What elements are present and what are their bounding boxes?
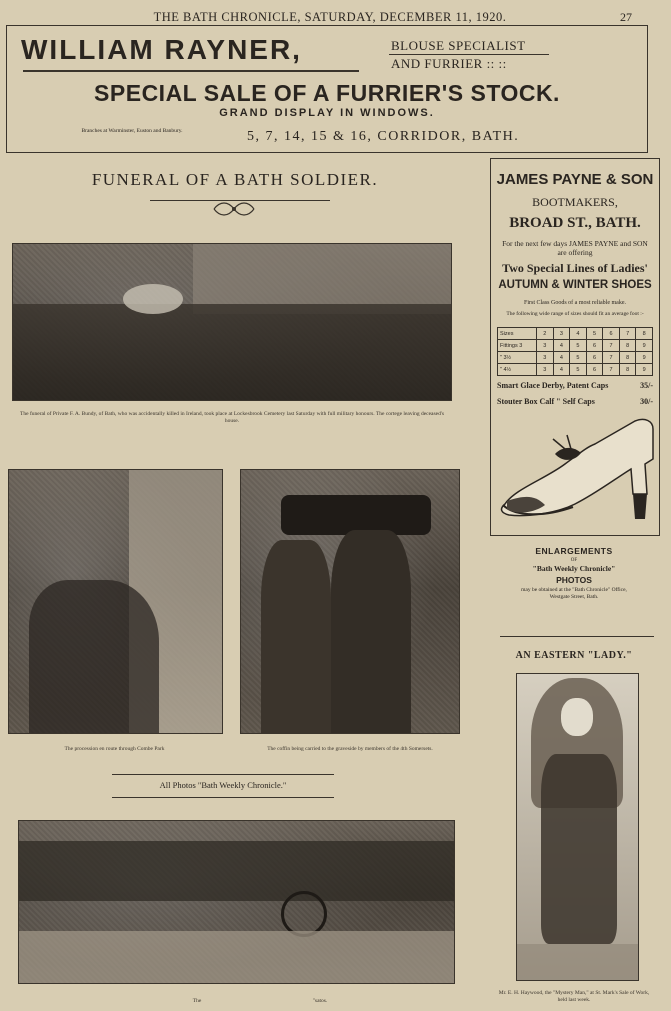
eastern-caption: Mr. E. H. Haywood, the "Mystery Man," at St. Mark's Sale of Work, held last week. — [498, 990, 650, 1003]
funeral-title: FUNERAL OF A BATH SOLDIER. — [91, 170, 379, 189]
rayner-tag-1: BLOUSE SPECIALIST — [391, 38, 526, 53]
table-cell: 7 — [603, 340, 620, 352]
coffin-shape — [281, 495, 431, 535]
enlargements-paper: "Bath Weekly Chronicle" — [532, 564, 616, 573]
table-cell: 5 — [570, 340, 587, 352]
table-cell: 6 — [603, 328, 620, 340]
table-cell: 7 — [603, 364, 620, 376]
procession-photo — [8, 469, 223, 734]
enlargements-of: OF — [570, 558, 578, 563]
shoe-illustration — [495, 409, 657, 527]
photo-credit: All Photos "Bath Weekly Chronicle." — [159, 780, 287, 790]
rayner-tag-2: AND FURRIER :: :: — [391, 56, 507, 71]
table-cell: 8 — [619, 352, 636, 364]
table-cell: 9 — [636, 352, 653, 364]
payne-line-1 — [497, 381, 653, 390]
bottom-caption-left: The — [192, 998, 202, 1004]
payne-offer-line-2: AUTUMN & WINTER SHOES — [498, 279, 652, 291]
table-row-label: Sizes — [498, 328, 537, 340]
cortege-photo — [12, 243, 452, 401]
payne-line-2-price: 30/- — [640, 397, 653, 406]
table-cell: 7 — [603, 352, 620, 364]
face-shape — [561, 698, 593, 736]
payne-range-note: The following wide range of sizes should fit an average foot :- — [506, 311, 644, 317]
table-cell: 5 — [570, 352, 587, 364]
enlargements-title: ENLARGEMENTS — [535, 546, 613, 556]
table-cell: 4 — [570, 328, 587, 340]
crowd-shape — [13, 304, 451, 400]
publication-line: THE BATH CHRONICLE, SATURDAY, DECEMBER 11, 1920. — [153, 10, 507, 24]
table-cell: 4 — [553, 364, 570, 376]
eastern-lady-photo — [516, 673, 639, 981]
table-row-label: " 4½ — [498, 364, 537, 376]
eastern-rule — [500, 636, 654, 637]
soldier-right-shape — [331, 530, 411, 733]
payne-line-1-price: 35/- — [640, 381, 653, 390]
table-cell: 8 — [636, 328, 653, 340]
rayner-branches: Branches at Warminster, Euston and Banbury. — [81, 128, 183, 134]
crowd-band-shape — [19, 841, 454, 901]
table-cell: 4 — [553, 352, 570, 364]
table-cell: 5 — [586, 328, 603, 340]
payne-line-2-name: Stouter Box Calf " Self Caps — [497, 397, 595, 406]
enlargements-text: may be obtained at the "Bath Chronicle" Office, Westgate Street, Bath. — [521, 587, 627, 600]
table-cell: 6 — [586, 352, 603, 364]
table-cell: 5 — [570, 364, 587, 376]
coffin-photo — [240, 469, 460, 734]
eastern-title: AN EASTERN "LADY." — [515, 650, 633, 661]
payne-quality: First Class Goods of a most reliable make. — [524, 300, 626, 306]
gun-carriage-photo — [18, 820, 455, 984]
horses-shape — [29, 580, 159, 733]
rayner-headline: SPECIAL SALE OF A FURRIER'S STOCK. — [94, 80, 560, 106]
table-cell: 3 — [537, 340, 554, 352]
page-number: 27 — [620, 10, 632, 24]
floor-shape — [517, 944, 638, 980]
enlargements-notice — [494, 546, 654, 601]
soldier-left-shape — [261, 540, 331, 733]
payne-address: BROAD ST., BATH. — [509, 215, 641, 231]
procession-caption: The procession en route through Combe Park — [64, 746, 165, 752]
coffin-caption: The coffin being carried to the graveside by members of the 4th Somersets. — [267, 746, 433, 752]
table-row — [498, 352, 653, 364]
ornament-icon — [210, 201, 258, 217]
table-cell: 3 — [537, 352, 554, 364]
size-fitting-table — [497, 327, 653, 376]
road-band-shape — [19, 931, 454, 983]
rayner-advertisement — [6, 25, 648, 153]
wreath-shape — [123, 284, 183, 314]
table-cell: 9 — [636, 340, 653, 352]
table-cell: 3 — [553, 328, 570, 340]
table-cell: 3 — [537, 364, 554, 376]
payne-offer-line-1: Two Special Lines of Ladies' — [502, 261, 648, 275]
cortege-caption: The funeral of Private F. A. Bundy, of Bath, who was accidentally killed in Ireland, took place at Lockesbrook Cemetery last Saturday with full military honours. The cortege leaving deceased's house. — [20, 411, 444, 424]
rayner-address: 5, 7, 14, 15 & 16, CORRIDOR, BATH. — [247, 129, 520, 144]
credit-rule-bottom — [112, 797, 334, 798]
size-table — [497, 327, 653, 376]
rayner-tag-rule — [389, 54, 549, 55]
table-row — [498, 340, 653, 352]
table-cell: 4 — [553, 340, 570, 352]
table-row — [498, 364, 653, 376]
table-cell: 8 — [619, 364, 636, 376]
table-cell: 6 — [586, 364, 603, 376]
rayner-name: WILLIAM RAYNER, — [21, 34, 302, 65]
table-cell: 9 — [636, 364, 653, 376]
payne-line-2 — [497, 397, 653, 406]
payne-intro: For the next few days JAMES PAYNE and SON are offering — [502, 239, 648, 257]
table-row — [498, 328, 653, 340]
table-cell: 2 — [537, 328, 554, 340]
enlargements-photos: PHOTOS — [556, 575, 592, 585]
rayner-subhead: GRAND DISPLAY IN WINDOWS. — [219, 107, 435, 119]
payne-line-1-name: Smart Glace Derby, Patent Caps — [497, 381, 609, 390]
table-row-label: Fittings 3 — [498, 340, 537, 352]
table-row-label: " 3½ — [498, 352, 537, 364]
costume-shape — [541, 754, 617, 944]
bottom-caption-right: "satos. — [312, 998, 328, 1004]
payne-name: JAMES PAYNE & SON — [496, 171, 654, 188]
payne-trade: BOOTMAKERS, — [532, 195, 618, 209]
payne-advertisement — [490, 158, 660, 536]
credit-rule-top — [112, 774, 334, 775]
table-cell: 7 — [619, 328, 636, 340]
table-cell: 6 — [586, 340, 603, 352]
rayner-name-rule — [23, 70, 359, 72]
table-cell: 8 — [619, 340, 636, 352]
